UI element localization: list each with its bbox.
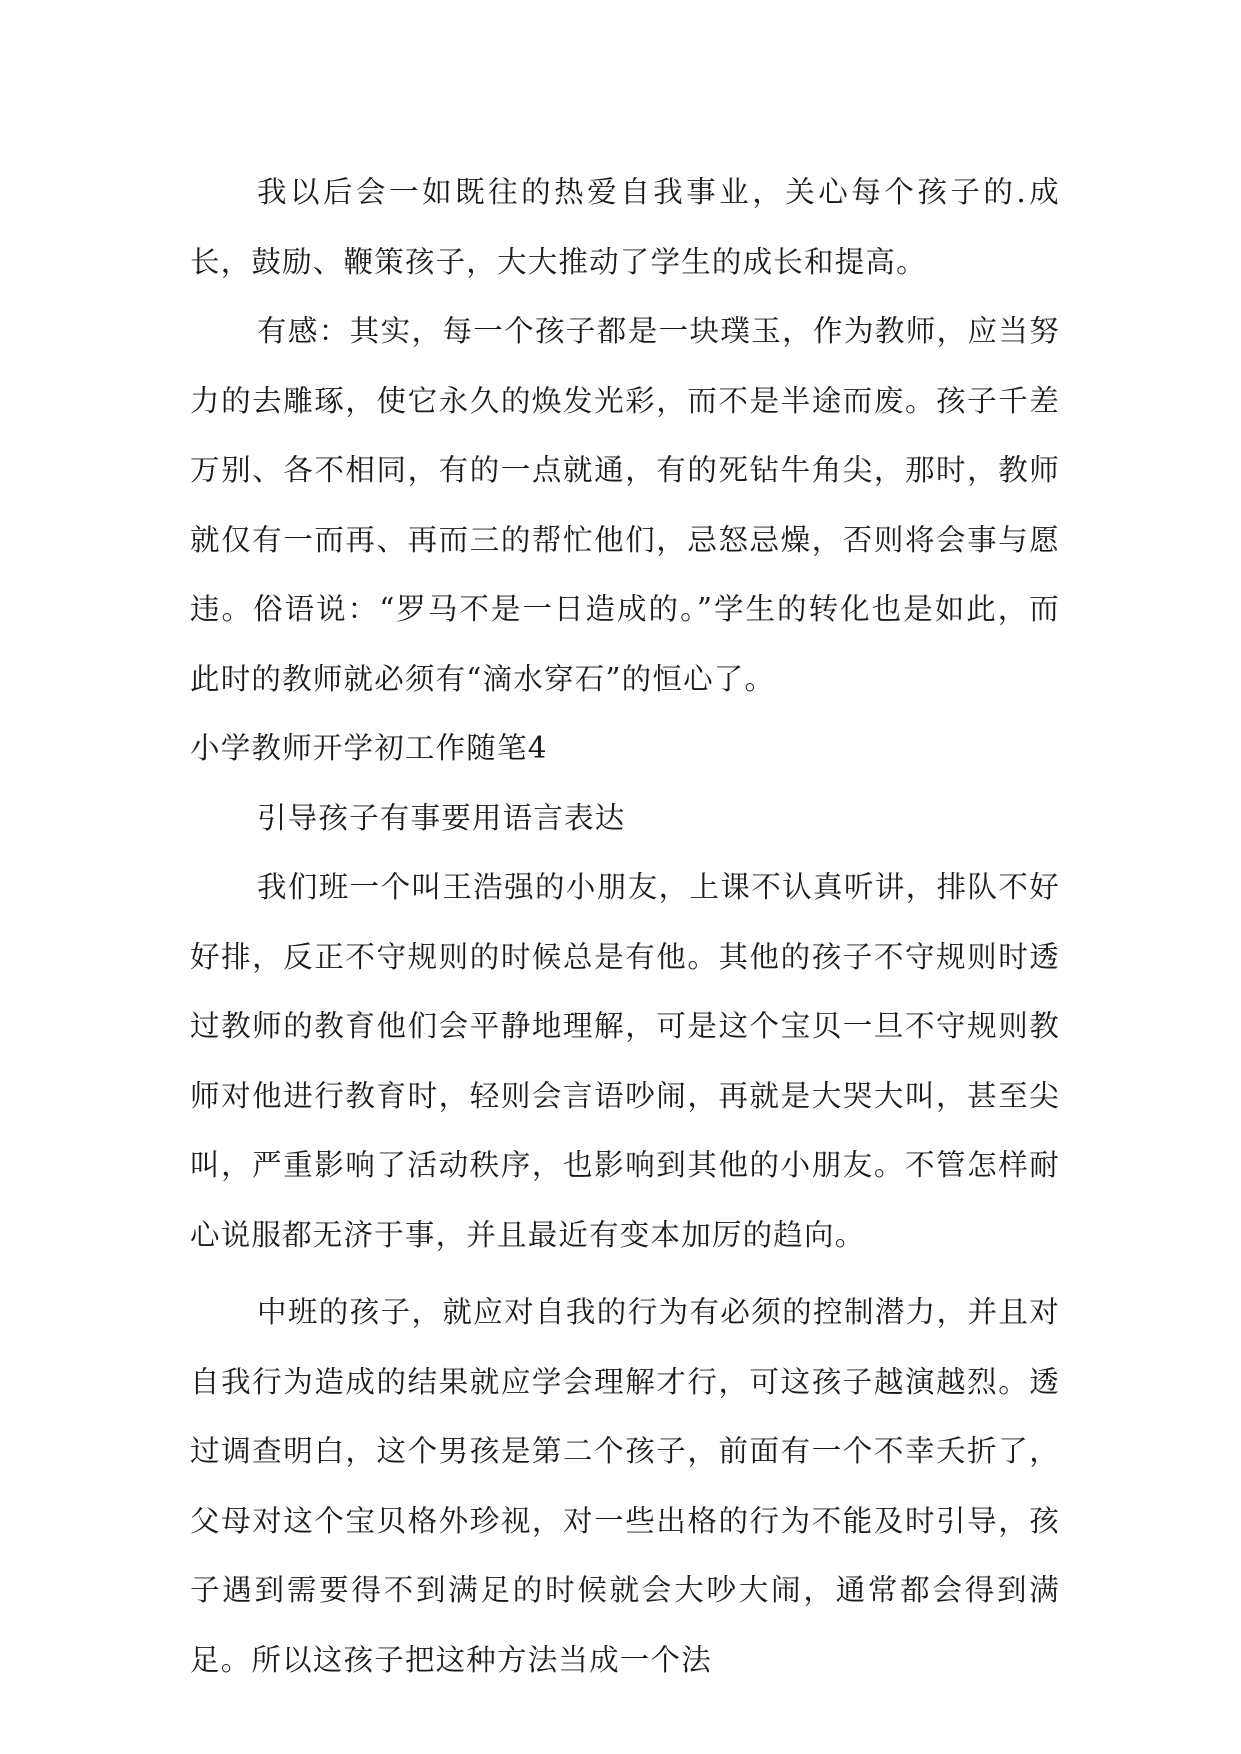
paragraph-analysis: 中班的孩子，就应对自我的行为有必须的控制潜力，并且对自我行为造成的结果就应学会理解才行，可这孩子越演越烈。透过调查明白，这个男孩是第二个孩子，前面有一个不幸夭折了，父母对这个宝贝格外珍视，对一些出格的行为不能及时引导，孩子遇到需要得不到满足的时候就会大吵大闹，通常都会得到满足。所以这孩子把这种方法当成一个法 bbox=[190, 1295, 1060, 1677]
document-page bbox=[190, 158, 1060, 1695]
section-subtitle: 引导孩子有事要用语言表达 bbox=[257, 800, 626, 835]
paragraph-story: 我们班一个叫王浩强的小朋友，上课不认真听讲，排队不好好排，反正不守规则的时候总是有他。其他的孩子不守规则时透过教师的教育他们会平静地理解，可是这个宝贝一旦不守规则教师对他进行教育时，轻则会言语吵闹，再就是大哭大叫，甚至尖叫，严重影响了活动秩序，也影响到其他的小朋友。不管怎样耐心说服都无济于事，并且最近有变本加厉的趋向。 bbox=[190, 870, 1060, 1252]
paragraph-reflection: 有感：其实，每一个孩子都是一块璞玉，作为教师，应当努力的去雕琢，使它永久的焕发光彩，而不是半途而废。孩子千差万别、各不相同，有的一点就通，有的死钻牛角尖，那时，教师就仅有一而再、再而三的帮忙他们，忌怒忌燥，否则将会事与愿违。俗语说：“罗马不是一日造成的。”学生的转化也是如此，而此时的教师就必须有“滴水穿石”的恒心了。 bbox=[190, 314, 1060, 696]
section-title: 小学教师开学初工作随笔4 bbox=[190, 731, 548, 765]
paragraph-continuation: 我以后会一如既往的热爱自我事业，关心每个孩子的.成长，鼓励、鞭策孩子，大大推动了学生的成长和提高。 bbox=[190, 175, 1060, 279]
